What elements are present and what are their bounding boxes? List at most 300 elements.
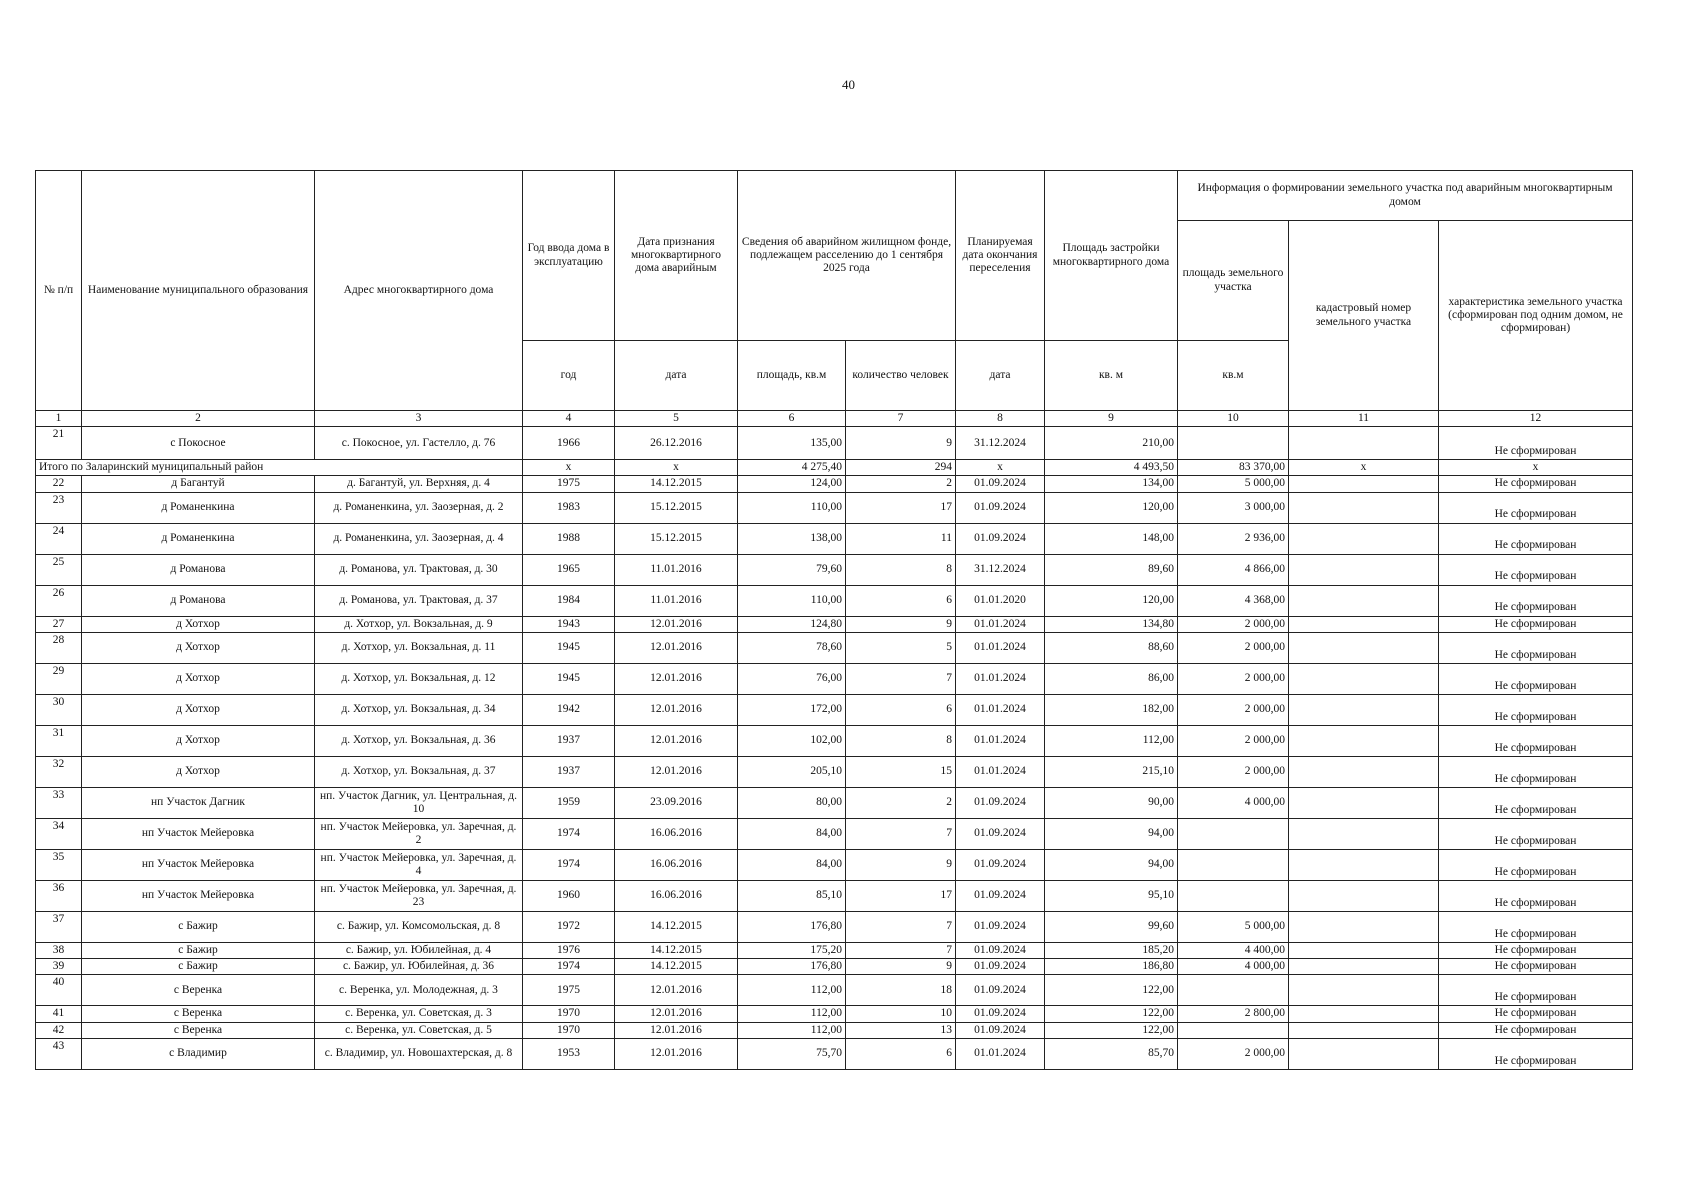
area-cell: 135,00 (738, 427, 846, 460)
recognition-date-cell: 12.01.2016 (615, 1022, 738, 1038)
cadastral-cell (1289, 1022, 1439, 1038)
municipality-cell: д Хотхор (82, 725, 315, 756)
land-status-cell: Не сформирован (1439, 616, 1633, 632)
year-cell: 1959 (523, 787, 615, 818)
municipality-cell: нп Участок Мейеровка (82, 818, 315, 849)
people-cell: 17 (846, 492, 956, 523)
table-row (36, 694, 1633, 725)
area-cell: 112,00 (738, 1006, 846, 1022)
building-area-cell: 95,10 (1045, 880, 1178, 911)
recognition-date-cell: 16.06.2016 (615, 880, 738, 911)
planned-date-cell: 01.01.2024 (956, 725, 1045, 756)
table-row (36, 787, 1633, 818)
planned-date-cell: 01.01.2024 (956, 616, 1045, 632)
year-cell: 1970 (523, 1006, 615, 1022)
land-area-cell: 4 000,00 (1178, 787, 1289, 818)
area-cell: 84,00 (738, 849, 846, 880)
table-row (36, 476, 1633, 492)
row-number: 21 (36, 427, 82, 460)
header-num: № п/п (36, 171, 82, 411)
page-number: 40 (842, 77, 855, 92)
row-number: 22 (36, 476, 82, 492)
municipality-cell: с Бажир (82, 942, 315, 958)
area-cell: 124,00 (738, 476, 846, 492)
cadastral-cell (1289, 942, 1439, 958)
land-area-cell: 4 400,00 (1178, 942, 1289, 958)
year-cell: 1974 (523, 959, 615, 975)
planned-date-cell: 01.09.2024 (956, 942, 1045, 958)
land-status-cell: Не сформирован (1439, 911, 1633, 942)
area-cell: 124,80 (738, 616, 846, 632)
year-cell: 1974 (523, 849, 615, 880)
table-row (36, 1038, 1633, 1069)
municipality-cell: с Веренка (82, 1006, 315, 1022)
year-cell: 1945 (523, 632, 615, 663)
row-number: 26 (36, 585, 82, 616)
recognition-date-cell: 16.06.2016 (615, 849, 738, 880)
row-number: 35 (36, 849, 82, 880)
header-land-info: Информация о формировании земельного участка под аварийным многоквартирным домом (1178, 171, 1633, 221)
row-number: 43 (36, 1038, 82, 1069)
cadastral-cell (1289, 632, 1439, 663)
municipality-cell: д Хотхор (82, 632, 315, 663)
address-cell: с. Владимир, ул. Новошахтерская, д. 8 (315, 1038, 523, 1069)
planned-date-cell: 31.12.2024 (956, 427, 1045, 460)
address-cell: д. Романова, ул. Трактовая, д. 37 (315, 585, 523, 616)
planned-date-cell: 01.09.2024 (956, 849, 1045, 880)
planned-date-cell: 01.09.2024 (956, 787, 1045, 818)
address-cell: с. Бажир, ул. Юбилейная, д. 4 (315, 942, 523, 958)
municipality-cell: нп Участок Мейеровка (82, 849, 315, 880)
row-number: 39 (36, 959, 82, 975)
planned-date-cell: 01.09.2024 (956, 959, 1045, 975)
people-cell: 7 (846, 818, 956, 849)
row-number: 27 (36, 616, 82, 632)
area-cell: 84,00 (738, 818, 846, 849)
people-cell: 6 (846, 585, 956, 616)
total-planned: x (956, 460, 1045, 476)
column-index: 7 (846, 411, 956, 427)
table-row (36, 585, 1633, 616)
header-year-built: Год ввода дома в эксплуатацию (523, 171, 615, 341)
people-cell: 2 (846, 476, 956, 492)
planned-date-cell: 01.09.2024 (956, 911, 1045, 942)
planned-date-cell: 01.01.2024 (956, 694, 1045, 725)
area-cell: 112,00 (738, 1022, 846, 1038)
land-status-cell: Не сформирован (1439, 725, 1633, 756)
recognition-date-cell: 11.01.2016 (615, 554, 738, 585)
header-address: Адрес многоквартирного дома (315, 171, 523, 411)
municipality-cell: д Хотхор (82, 756, 315, 787)
cadastral-cell (1289, 585, 1439, 616)
address-cell: д. Романенкина, ул. Заозерная, д. 4 (315, 523, 523, 554)
municipality-cell: с Покосное (82, 427, 315, 460)
cadastral-cell (1289, 725, 1439, 756)
year-cell: 1937 (523, 756, 615, 787)
municipality-cell: нп Участок Дагник (82, 787, 315, 818)
area-cell: 138,00 (738, 523, 846, 554)
people-cell: 8 (846, 725, 956, 756)
year-cell: 1945 (523, 663, 615, 694)
address-cell: нп. Участок Мейеровка, ул. Заречная, д. 2 (315, 818, 523, 849)
header-recognition-date: Дата признания многоквартирного дома аварийным (615, 171, 738, 341)
table-row (36, 492, 1633, 523)
total-land-area: 83 370,00 (1178, 460, 1289, 476)
table-row (36, 849, 1633, 880)
table-row (36, 523, 1633, 554)
people-cell: 10 (846, 1006, 956, 1022)
address-cell: с. Веренка, ул. Советская, д. 5 (315, 1022, 523, 1038)
land-status-cell: Не сформирован (1439, 942, 1633, 958)
municipality-cell: с Бажир (82, 911, 315, 942)
total-building-area: 4 493,50 (1045, 460, 1178, 476)
column-index: 11 (1289, 411, 1439, 427)
recognition-date-cell: 16.06.2016 (615, 818, 738, 849)
row-number: 32 (36, 756, 82, 787)
row-number: 25 (36, 554, 82, 585)
planned-date-cell: 01.01.2024 (956, 632, 1045, 663)
total-status: x (1439, 460, 1633, 476)
municipality-cell: д Романенкина (82, 492, 315, 523)
land-area-cell (1178, 880, 1289, 911)
area-cell: 76,00 (738, 663, 846, 694)
land-status-cell: Не сформирован (1439, 663, 1633, 694)
unit-date: дата (615, 341, 738, 411)
land-status-cell: Не сформирован (1439, 1022, 1633, 1038)
area-cell: 80,00 (738, 787, 846, 818)
land-status-cell: Не сформирован (1439, 694, 1633, 725)
recognition-date-cell: 11.01.2016 (615, 585, 738, 616)
cadastral-cell (1289, 492, 1439, 523)
year-cell: 1966 (523, 427, 615, 460)
planned-date-cell: 01.01.2024 (956, 663, 1045, 694)
planned-date-cell: 01.01.2020 (956, 585, 1045, 616)
land-status-cell: Не сформирован (1439, 632, 1633, 663)
municipality-cell: д Хотхор (82, 616, 315, 632)
year-cell: 1976 (523, 942, 615, 958)
row-number: 29 (36, 663, 82, 694)
planned-date-cell: 01.09.2024 (956, 476, 1045, 492)
people-cell: 7 (846, 663, 956, 694)
people-cell: 9 (846, 959, 956, 975)
year-cell: 1937 (523, 725, 615, 756)
header-cadastral: кадастровый номер земельного участка (1289, 221, 1439, 411)
cadastral-cell (1289, 523, 1439, 554)
people-cell: 7 (846, 911, 956, 942)
municipality-cell: д Багантуй (82, 476, 315, 492)
area-cell: 110,00 (738, 492, 846, 523)
people-cell: 17 (846, 880, 956, 911)
land-area-cell (1178, 975, 1289, 1006)
building-area-cell: 134,00 (1045, 476, 1178, 492)
area-cell: 205,10 (738, 756, 846, 787)
column-index: 10 (1178, 411, 1289, 427)
table-row (36, 911, 1633, 942)
municipality-cell: с Владимир (82, 1038, 315, 1069)
people-cell: 18 (846, 975, 956, 1006)
area-cell: 175,20 (738, 942, 846, 958)
total-cadastral: x (1289, 460, 1439, 476)
land-status-cell: Не сформирован (1439, 585, 1633, 616)
recognition-date-cell: 12.01.2016 (615, 663, 738, 694)
table-row (36, 880, 1633, 911)
land-status-cell: Не сформирован (1439, 787, 1633, 818)
year-cell: 1965 (523, 554, 615, 585)
land-area-cell: 2 000,00 (1178, 725, 1289, 756)
cadastral-cell (1289, 427, 1439, 460)
land-area-cell: 2 000,00 (1178, 632, 1289, 663)
land-area-cell: 2 800,00 (1178, 1006, 1289, 1022)
people-cell: 6 (846, 1038, 956, 1069)
total-people: 294 (846, 460, 956, 476)
column-index: 5 (615, 411, 738, 427)
building-area-cell: 134,80 (1045, 616, 1178, 632)
cadastral-cell (1289, 787, 1439, 818)
cadastral-cell (1289, 1038, 1439, 1069)
column-index: 12 (1439, 411, 1633, 427)
cadastral-cell (1289, 975, 1439, 1006)
land-status-cell: Не сформирован (1439, 818, 1633, 849)
table-row (36, 818, 1633, 849)
area-cell: 102,00 (738, 725, 846, 756)
municipality-cell: д Романенкина (82, 523, 315, 554)
cadastral-cell (1289, 1006, 1439, 1022)
building-area-cell: 94,00 (1045, 849, 1178, 880)
people-cell: 2 (846, 787, 956, 818)
land-status-cell: Не сформирован (1439, 427, 1633, 460)
recognition-date-cell: 26.12.2016 (615, 427, 738, 460)
address-cell: д. Хотхор, ул. Вокзальная, д. 9 (315, 616, 523, 632)
recognition-date-cell: 12.01.2016 (615, 975, 738, 1006)
land-status-cell: Не сформирован (1439, 975, 1633, 1006)
building-area-cell: 88,60 (1045, 632, 1178, 663)
planned-date-cell: 01.09.2024 (956, 1006, 1045, 1022)
area-cell: 78,60 (738, 632, 846, 663)
emergency-housing-table (35, 170, 1633, 1070)
land-status-cell: Не сформирован (1439, 554, 1633, 585)
land-area-cell (1178, 849, 1289, 880)
address-cell: д. Багантуй, ул. Верхняя, д. 4 (315, 476, 523, 492)
address-cell: д. Хотхор, ул. Вокзальная, д. 11 (315, 632, 523, 663)
area-cell: 112,00 (738, 975, 846, 1006)
table-row (36, 554, 1633, 585)
cadastral-cell (1289, 959, 1439, 975)
people-cell: 9 (846, 616, 956, 632)
land-status-cell: Не сформирован (1439, 959, 1633, 975)
column-index: 6 (738, 411, 846, 427)
recognition-date-cell: 15.12.2015 (615, 523, 738, 554)
land-area-cell: 4 866,00 (1178, 554, 1289, 585)
table-row (36, 663, 1633, 694)
unit-people: количество человек (846, 341, 956, 411)
unit-land-sqm: кв.м (1178, 341, 1289, 411)
total-row (36, 460, 1633, 476)
row-number: 42 (36, 1022, 82, 1038)
year-cell: 1975 (523, 975, 615, 1006)
address-cell: нп. Участок Дагник, ул. Центральная, д. 10 (315, 787, 523, 818)
row-number: 24 (36, 523, 82, 554)
land-area-cell: 4 000,00 (1178, 959, 1289, 975)
land-area-cell: 4 368,00 (1178, 585, 1289, 616)
data-rows (36, 476, 1633, 1069)
cadastral-cell (1289, 616, 1439, 632)
column-index: 9 (1045, 411, 1178, 427)
year-cell: 1974 (523, 818, 615, 849)
planned-date-cell: 01.09.2024 (956, 818, 1045, 849)
cadastral-cell (1289, 694, 1439, 725)
people-cell: 8 (846, 554, 956, 585)
planned-date-cell: 01.09.2024 (956, 492, 1045, 523)
total-year: x (523, 460, 615, 476)
building-area-cell: 186,80 (1045, 959, 1178, 975)
land-area-cell: 2 000,00 (1178, 1038, 1289, 1069)
year-cell: 1988 (523, 523, 615, 554)
people-cell: 7 (846, 942, 956, 958)
recognition-date-cell: 12.01.2016 (615, 694, 738, 725)
column-index: 2 (82, 411, 315, 427)
table-row (36, 632, 1633, 663)
municipality-cell: д Хотхор (82, 694, 315, 725)
land-status-cell: Не сформирован (1439, 756, 1633, 787)
address-cell: д. Хотхор, ул. Вокзальная, д. 34 (315, 694, 523, 725)
land-status-cell: Не сформирован (1439, 1038, 1633, 1069)
building-area-cell: 185,20 (1045, 942, 1178, 958)
address-cell: с. Покосное, ул. Гастелло, д. 76 (315, 427, 523, 460)
recognition-date-cell: 14.12.2015 (615, 911, 738, 942)
recognition-date-cell: 12.01.2016 (615, 632, 738, 663)
row-number: 36 (36, 880, 82, 911)
recognition-date-cell: 12.01.2016 (615, 616, 738, 632)
municipality-cell: д Хотхор (82, 663, 315, 694)
table-row (36, 942, 1633, 958)
year-cell: 1972 (523, 911, 615, 942)
land-status-cell: Не сформирован (1439, 880, 1633, 911)
land-area-cell: 2 936,00 (1178, 523, 1289, 554)
land-area-cell: 2 000,00 (1178, 756, 1289, 787)
building-area-cell: 89,60 (1045, 554, 1178, 585)
year-cell: 1942 (523, 694, 615, 725)
building-area-cell: 90,00 (1045, 787, 1178, 818)
total-date: x (615, 460, 738, 476)
cadastral-cell (1289, 476, 1439, 492)
address-cell: с. Веренка, ул. Молодежная, д. 3 (315, 975, 523, 1006)
municipality-cell: с Бажир (82, 959, 315, 975)
address-cell: д. Хотхор, ул. Вокзальная, д. 36 (315, 725, 523, 756)
table-row (36, 427, 1633, 460)
area-cell: 79,60 (738, 554, 846, 585)
address-cell: д. Романенкина, ул. Заозерная, д. 2 (315, 492, 523, 523)
row-number: 28 (36, 632, 82, 663)
total-label: Итого по Заларинский муниципальный район (36, 460, 523, 476)
building-area-cell: 120,00 (1045, 585, 1178, 616)
cadastral-cell (1289, 818, 1439, 849)
column-index: 8 (956, 411, 1045, 427)
building-area-cell: 94,00 (1045, 818, 1178, 849)
column-index: 1 (36, 411, 82, 427)
row-number: 40 (36, 975, 82, 1006)
people-cell: 15 (846, 756, 956, 787)
unit-year: год (523, 341, 615, 411)
people-cell: 9 (846, 427, 956, 460)
area-cell: 75,70 (738, 1038, 846, 1069)
year-cell: 1953 (523, 1038, 615, 1069)
planned-date-cell: 31.12.2024 (956, 554, 1045, 585)
year-cell: 1983 (523, 492, 615, 523)
recognition-date-cell: 12.01.2016 (615, 756, 738, 787)
table-row (36, 975, 1633, 1006)
address-cell: с. Бажир, ул. Комсомольская, д. 8 (315, 911, 523, 942)
building-area-cell: 210,00 (1045, 427, 1178, 460)
planned-date-cell: 01.09.2024 (956, 880, 1045, 911)
building-area-cell: 122,00 (1045, 1006, 1178, 1022)
recognition-date-cell: 14.12.2015 (615, 476, 738, 492)
land-status-cell: Не сформирован (1439, 492, 1633, 523)
people-cell: 6 (846, 694, 956, 725)
recognition-date-cell: 14.12.2015 (615, 942, 738, 958)
land-area-cell: 2 000,00 (1178, 694, 1289, 725)
people-cell: 5 (846, 632, 956, 663)
table-row (36, 1006, 1633, 1022)
address-cell: нп. Участок Мейеровка, ул. Заречная, д. 4 (315, 849, 523, 880)
address-cell: нп. Участок Мейеровка, ул. Заречная, д. 23 (315, 880, 523, 911)
area-cell: 85,10 (738, 880, 846, 911)
table-row (36, 756, 1633, 787)
unit-planned-date: дата (956, 341, 1045, 411)
area-cell: 110,00 (738, 585, 846, 616)
cadastral-cell (1289, 663, 1439, 694)
row-number: 30 (36, 694, 82, 725)
area-cell: 176,80 (738, 959, 846, 975)
planned-date-cell: 01.01.2024 (956, 1038, 1045, 1069)
cadastral-cell (1289, 554, 1439, 585)
year-cell: 1943 (523, 616, 615, 632)
planned-date-cell: 01.01.2024 (956, 756, 1045, 787)
land-area-cell (1178, 427, 1289, 460)
address-cell: д. Романова, ул. Трактовая, д. 30 (315, 554, 523, 585)
year-cell: 1960 (523, 880, 615, 911)
row-number: 23 (36, 492, 82, 523)
land-status-cell: Не сформирован (1439, 476, 1633, 492)
header-land-characteristic: характеристика земельного участка (сформирован под одним домом, не сформирован) (1439, 221, 1633, 411)
building-area-cell: 86,00 (1045, 663, 1178, 694)
building-area-cell: 85,70 (1045, 1038, 1178, 1069)
people-cell: 9 (846, 849, 956, 880)
people-cell: 11 (846, 523, 956, 554)
address-cell: д. Хотхор, ул. Вокзальная, д. 12 (315, 663, 523, 694)
area-cell: 172,00 (738, 694, 846, 725)
land-area-cell (1178, 1022, 1289, 1038)
total-area: 4 275,40 (738, 460, 846, 476)
building-area-cell: 99,60 (1045, 911, 1178, 942)
building-area-cell: 122,00 (1045, 975, 1178, 1006)
land-area-cell: 3 000,00 (1178, 492, 1289, 523)
building-area-cell: 122,00 (1045, 1022, 1178, 1038)
cadastral-cell (1289, 911, 1439, 942)
address-cell: д. Хотхор, ул. Вокзальная, д. 37 (315, 756, 523, 787)
table-row (36, 959, 1633, 975)
column-index: 4 (523, 411, 615, 427)
cadastral-cell (1289, 880, 1439, 911)
planned-date-cell: 01.09.2024 (956, 523, 1045, 554)
land-area-cell: 2 000,00 (1178, 663, 1289, 694)
land-status-cell: Не сформирован (1439, 849, 1633, 880)
planned-date-cell: 01.09.2024 (956, 1022, 1045, 1038)
municipality-cell: д Романова (82, 554, 315, 585)
land-status-cell: Не сформирован (1439, 523, 1633, 554)
building-area-cell: 215,10 (1045, 756, 1178, 787)
cadastral-cell (1289, 849, 1439, 880)
land-area-cell (1178, 818, 1289, 849)
